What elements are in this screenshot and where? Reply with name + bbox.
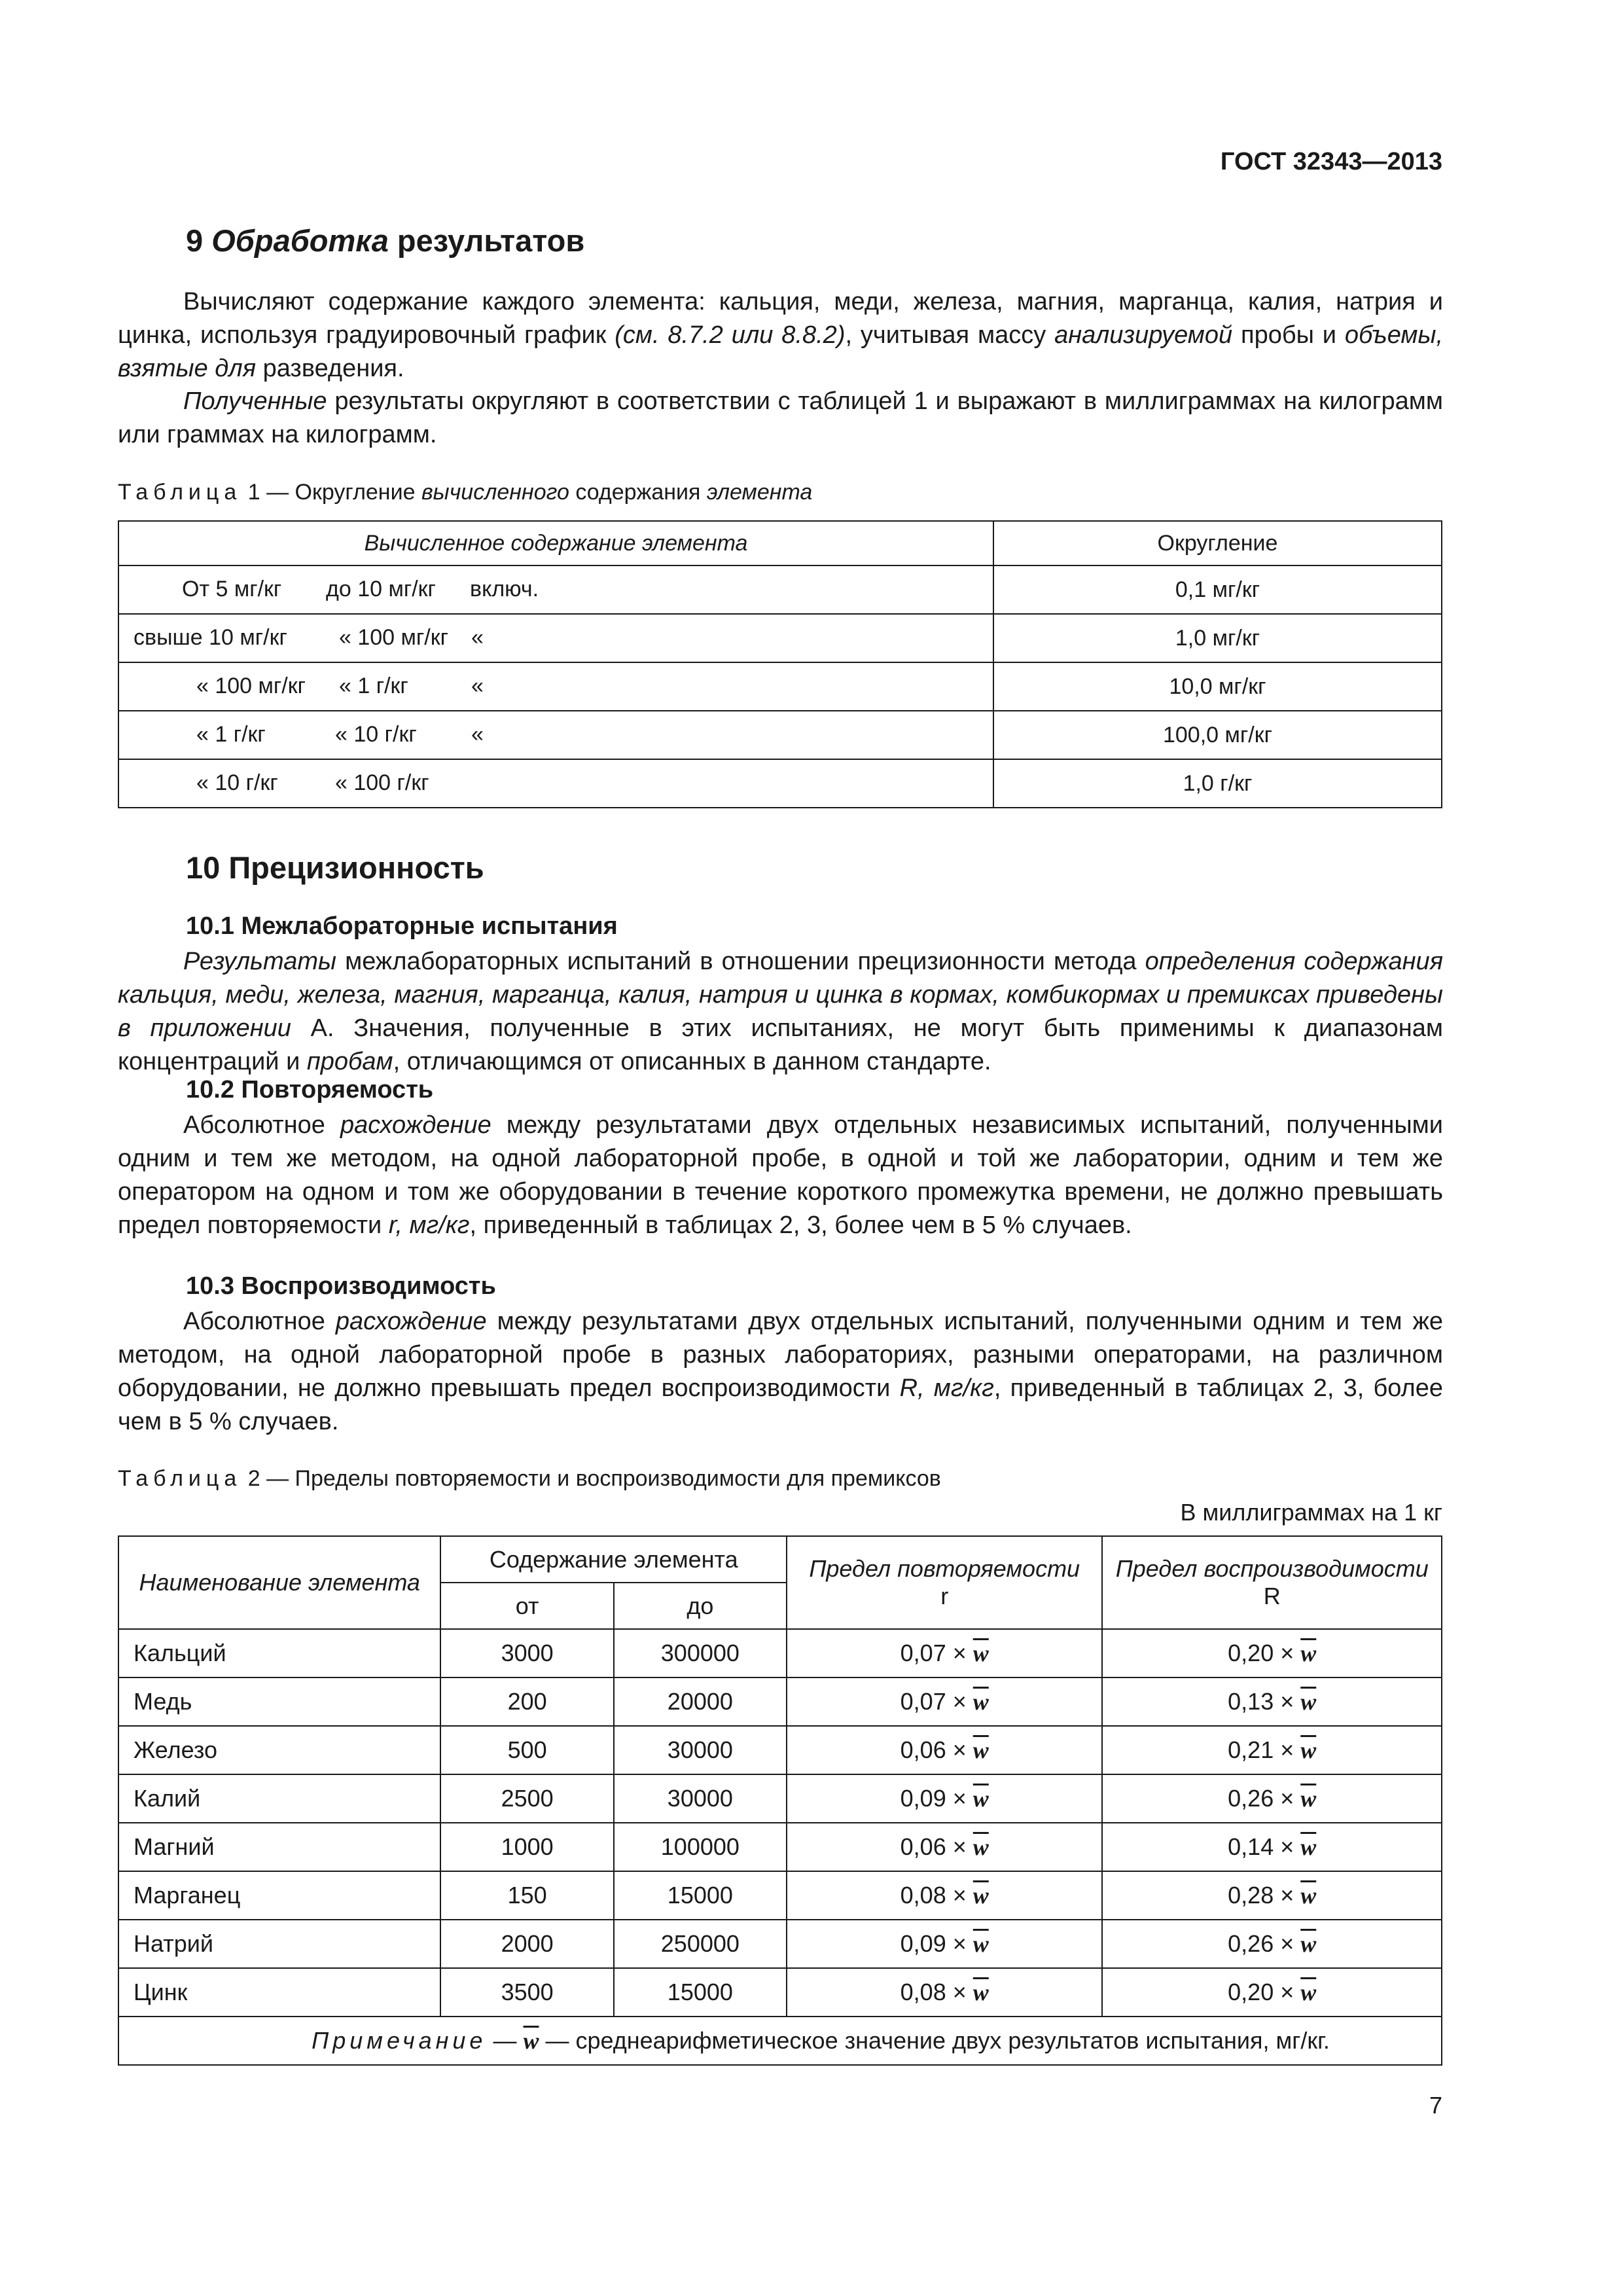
content-to: 100000 (614, 1823, 787, 1871)
coefficient: 0,26 × (1228, 1785, 1294, 1812)
table-row (118, 1629, 1442, 1677)
range-from: свыше 10 мг/кг (134, 625, 287, 650)
text-run: содержания (569, 480, 707, 505)
table-cell: 1,0 мг/кг (993, 614, 1442, 662)
content-to: 15000 (614, 1968, 787, 2017)
reproducibility-limit (1102, 1774, 1442, 1823)
table-header-row (118, 1536, 1442, 1583)
mean-symbol: $\overline{w}$ (1300, 1689, 1317, 1715)
text-run: результаты округляют в соответствии с таблицей 1 и выражают в миллиграммах на килограмм или граммах на килограмм. (118, 387, 1443, 448)
header-symbol: R (1263, 1583, 1281, 1609)
text-run: вычисленного (421, 480, 569, 505)
text-run: Абсолютное (183, 1308, 336, 1335)
table-row (118, 1920, 1442, 1968)
mean-symbol: $\overline{w}$ (972, 1785, 989, 1812)
text-run: , учитывая массу (845, 321, 1055, 349)
table-1 (118, 520, 1442, 808)
text-run: межлабораторных испытаний в отношении прецизионности метода (336, 948, 1145, 975)
element-name: Натрий (118, 1920, 440, 1968)
column-header: Вычисленное содержание элемента (118, 521, 993, 565)
table-row (118, 565, 1442, 614)
mean-symbol: $\overline{w}$ (1300, 1979, 1317, 2005)
text-run: — (486, 2027, 524, 2054)
table-cell: 100,0 мг/кг (993, 711, 1442, 759)
content-from: 2000 (440, 1920, 613, 1968)
table-row (118, 1774, 1442, 1823)
mean-symbol: $\overline{w}$ (1300, 1882, 1317, 1909)
repeatability-limit (787, 1920, 1102, 1968)
text-run: Полученные (183, 387, 327, 415)
table-row (118, 1871, 1442, 1920)
reproducibility-limit (1102, 1677, 1442, 1726)
coefficient: 0,21 × (1228, 1736, 1294, 1763)
range-from: От 5 мг/кг (182, 577, 282, 601)
repeatability-limit (787, 1968, 1102, 2017)
element-name: Кальций (118, 1629, 440, 1677)
mean-symbol: $\overline{w}$ (972, 1640, 989, 1666)
document-id: ГОСТ 32343—2013 (1220, 148, 1442, 175)
content-from: 2500 (440, 1774, 613, 1823)
header-symbol: r (940, 1583, 949, 1609)
text-run: пробы и (1232, 321, 1345, 349)
note-label: Примечание (312, 2027, 487, 2054)
section-9-paragraph-2 (118, 385, 1443, 452)
text-run: анализируемой (1054, 321, 1233, 349)
repeatability-limit (787, 1726, 1102, 1774)
content-from: 3500 (440, 1968, 613, 2017)
repeatability-limit (787, 1823, 1102, 1871)
text-run: расхождение (340, 1111, 491, 1139)
table-row (118, 759, 1442, 808)
range-qualifier: « (471, 722, 484, 747)
table-cell: 1,0 г/кг (993, 759, 1442, 808)
content-to: 30000 (614, 1726, 787, 1774)
coefficient: 0,08 × (900, 1979, 967, 2005)
reproducibility-limit (1102, 1726, 1442, 1774)
reproducibility-limit (1102, 1629, 1442, 1677)
text-run: Абсолютное (183, 1111, 340, 1139)
range-to: до 10 мг/кг (326, 577, 436, 601)
section-10-heading: 10 Прецизионность (186, 850, 484, 885)
repeatability-limit (787, 1871, 1102, 1920)
coefficient: 0,20 × (1228, 1979, 1294, 2005)
caption-label: Таблица (118, 1466, 242, 1491)
text-run: элемента (706, 480, 813, 505)
table-cell: 10,0 мг/кг (993, 662, 1442, 711)
text-run: Результаты (183, 948, 336, 975)
repeatability-limit (787, 1629, 1102, 1677)
mean-symbol: $\overline{w}$ (1300, 1640, 1317, 1666)
element-name: Цинк (118, 1968, 440, 2017)
reproducibility-limit (1102, 1968, 1442, 2017)
mean-symbol: $\overline{w}$ (1300, 1931, 1317, 1957)
coefficient: 0,09 × (900, 1785, 967, 1812)
table-cell (118, 759, 993, 808)
subsection-10-1-text (118, 945, 1443, 1079)
range-from: « 1 г/кг (196, 722, 266, 747)
element-name: Магний (118, 1823, 440, 1871)
column-header-reproducibility (1102, 1536, 1442, 1629)
column-header-repeatability (787, 1536, 1102, 1629)
mean-symbol: $\overline{w}$ (972, 1882, 989, 1909)
coefficient: 0,09 × (900, 1930, 967, 1957)
element-name: Железо (118, 1726, 440, 1774)
table-cell (118, 662, 993, 711)
coefficient: 0,28 × (1228, 1882, 1294, 1909)
repeatability-limit (787, 1774, 1102, 1823)
mean-symbol: $\overline{w}$ (972, 1834, 989, 1860)
range-from: « 100 мг/кг (196, 673, 306, 698)
table-row (118, 614, 1442, 662)
reproducibility-limit (1102, 1871, 1442, 1920)
content-from: 1000 (440, 1823, 613, 1871)
element-name: Марганец (118, 1871, 440, 1920)
range-from: « 10 г/кг (196, 770, 278, 795)
mean-symbol: $\overline{w}$ (1300, 1785, 1317, 1812)
reproducibility-limit (1102, 1920, 1442, 1968)
content-to: 30000 (614, 1774, 787, 1823)
table-1-caption (118, 480, 812, 505)
mean-symbol: $\overline{w}$ (972, 1737, 989, 1763)
mean-symbol: $\overline{w}$ (523, 2028, 539, 2054)
content-to: 250000 (614, 1920, 787, 1968)
repeatability-limit (787, 1677, 1102, 1726)
text-run: , приведенный в таблицах 2, 3, более чем в 5 % случаев. (469, 1211, 1132, 1239)
mean-symbol: $\overline{w}$ (972, 1931, 989, 1957)
page-number: 7 (1429, 2092, 1442, 2119)
text-run: — среднеарифметическое значение двух результатов испытания, мг/кг. (539, 2027, 1330, 2054)
text-run: А. Значения, полученные в этих испытаниях, не могут быть применимы к диапазонам концентраций и (118, 1014, 1443, 1075)
mean-symbol: $\overline{w}$ (1300, 1834, 1317, 1860)
range-to: « 10 г/кг (335, 722, 417, 747)
range-qualifier: « (471, 625, 484, 650)
coefficient: 0,13 × (1228, 1688, 1294, 1715)
subsection-10-3-text (118, 1305, 1443, 1439)
table-row (118, 1823, 1442, 1871)
text-run: , приведенный в таблицах 2, 3, более чем в 5 % случаев. (118, 1374, 1444, 1435)
range-to: « 100 г/кг (335, 770, 429, 795)
table-row (118, 1968, 1442, 2017)
column-header-to: до (614, 1583, 787, 1629)
text-run: объемы, взятые для (118, 321, 1444, 382)
coefficient: 0,07 × (900, 1688, 967, 1715)
table-2 (118, 1535, 1442, 2066)
element-name: Калий (118, 1774, 440, 1823)
header-text: Предел повторяемости (809, 1555, 1080, 1582)
mean-symbol: $\overline{w}$ (1300, 1737, 1317, 1763)
table-row (118, 711, 1442, 759)
subsection-10-2-text (118, 1109, 1443, 1242)
table-cell (118, 565, 993, 614)
text-run: 1 — Округление (241, 480, 421, 505)
column-header: Округление (993, 521, 1442, 565)
column-header-element: Наименование элемента (118, 1536, 440, 1629)
text-run: 2 — Пределы повторяемости и воспроизводимости для премиксов (241, 1466, 941, 1491)
content-from: 3000 (440, 1629, 613, 1677)
table-note-row (118, 2017, 1442, 2065)
coefficient: 0,14 × (1228, 1833, 1294, 1860)
caption-label: Таблица (118, 480, 242, 505)
text-run: r, мг/кг (388, 1211, 470, 1239)
subsection-10-1-heading: 10.1 Межлабораторные испытания (186, 912, 618, 940)
content-from: 150 (440, 1871, 613, 1920)
table-row (118, 1726, 1442, 1774)
reproducibility-limit (1102, 1823, 1442, 1871)
text-run: (см. 8.7.2 или 8.8.2) (615, 321, 846, 349)
mean-symbol: $\overline{w}$ (972, 1689, 989, 1715)
section-9-number: 9 (186, 223, 204, 258)
text-run: , отличающимся от описанных в данном стандарте. (393, 1048, 991, 1075)
table-row (118, 1677, 1442, 1726)
range-qualifier: включ. (470, 577, 539, 601)
column-header-content: Содержание элемента (440, 1536, 787, 1583)
coefficient: 0,26 × (1228, 1930, 1294, 1957)
content-to: 15000 (614, 1871, 787, 1920)
column-header-from: от (440, 1583, 613, 1629)
text-run: между результатами двух отдельных независимых испытаний, полученными одним и тем же методом, на одной лабораторной пробе, в одной и той же лаборатории, одним и тем же оператором на одном и том же оборудовании в течение короткого промежутка времени, не должно превышать предел повторяемости (118, 1111, 1444, 1239)
content-from: 500 (440, 1726, 613, 1774)
content-to: 300000 (614, 1629, 787, 1677)
range-to: « 1 г/кг (339, 673, 408, 698)
table-header-row (118, 521, 1442, 565)
table-2-caption (118, 1466, 941, 1492)
text-run: пробам (306, 1048, 393, 1075)
range-to: « 100 мг/кг (339, 625, 449, 650)
header-text: Предел воспроизводимости (1115, 1555, 1429, 1582)
element-name: Медь (118, 1677, 440, 1726)
content-from: 200 (440, 1677, 613, 1726)
table-row (118, 662, 1442, 711)
section-9-title-rest: результатов (388, 223, 585, 258)
range-qualifier: « (471, 673, 484, 698)
text-run: Вычисляют содержание каждого элемента: кальция, меди, железа, магния, марганца, калия, натрия и цинка, используя градуировочный график (118, 288, 1443, 349)
text-run: расхождение (335, 1308, 487, 1335)
coefficient: 0,07 × (900, 1640, 967, 1666)
text-run: определения содержания кальция, меди, железа, магния, марганца, калия, натрия и цинка в кормах, комбикормах и премиксах приведены в приложении (118, 948, 1443, 1042)
coefficient: 0,20 × (1228, 1640, 1294, 1666)
table-2-units: В миллиграммах на 1 кг (1180, 1499, 1442, 1526)
mean-symbol: $\overline{w}$ (972, 1979, 989, 2005)
coefficient: 0,08 × (900, 1882, 967, 1909)
table-cell: 0,1 мг/кг (993, 565, 1442, 614)
text-run: R, мг/кг (899, 1374, 994, 1402)
subsection-10-3-heading: 10.3 Воспроизводимость (186, 1272, 496, 1300)
table-cell (118, 711, 993, 759)
content-to: 20000 (614, 1677, 787, 1726)
coefficient: 0,06 × (900, 1833, 967, 1860)
table-note (118, 2017, 1442, 2065)
text-run: между результатами двух отдельных испытаний, полученными одним и тем же методом, на одной лабораторной пробе в разных лабораториях, разными операторами, на различном оборудовании, не должно превышать предел воспроизводимости (118, 1308, 1443, 1402)
table-cell (118, 614, 993, 662)
text-run: разведения. (256, 355, 404, 382)
section-9-title-italic: Обработка (211, 223, 389, 258)
section-9-paragraph-1 (118, 285, 1443, 386)
section-9-heading (186, 223, 584, 259)
coefficient: 0,06 × (900, 1736, 967, 1763)
subsection-10-2-heading: 10.2 Повторяемость (186, 1076, 434, 1103)
